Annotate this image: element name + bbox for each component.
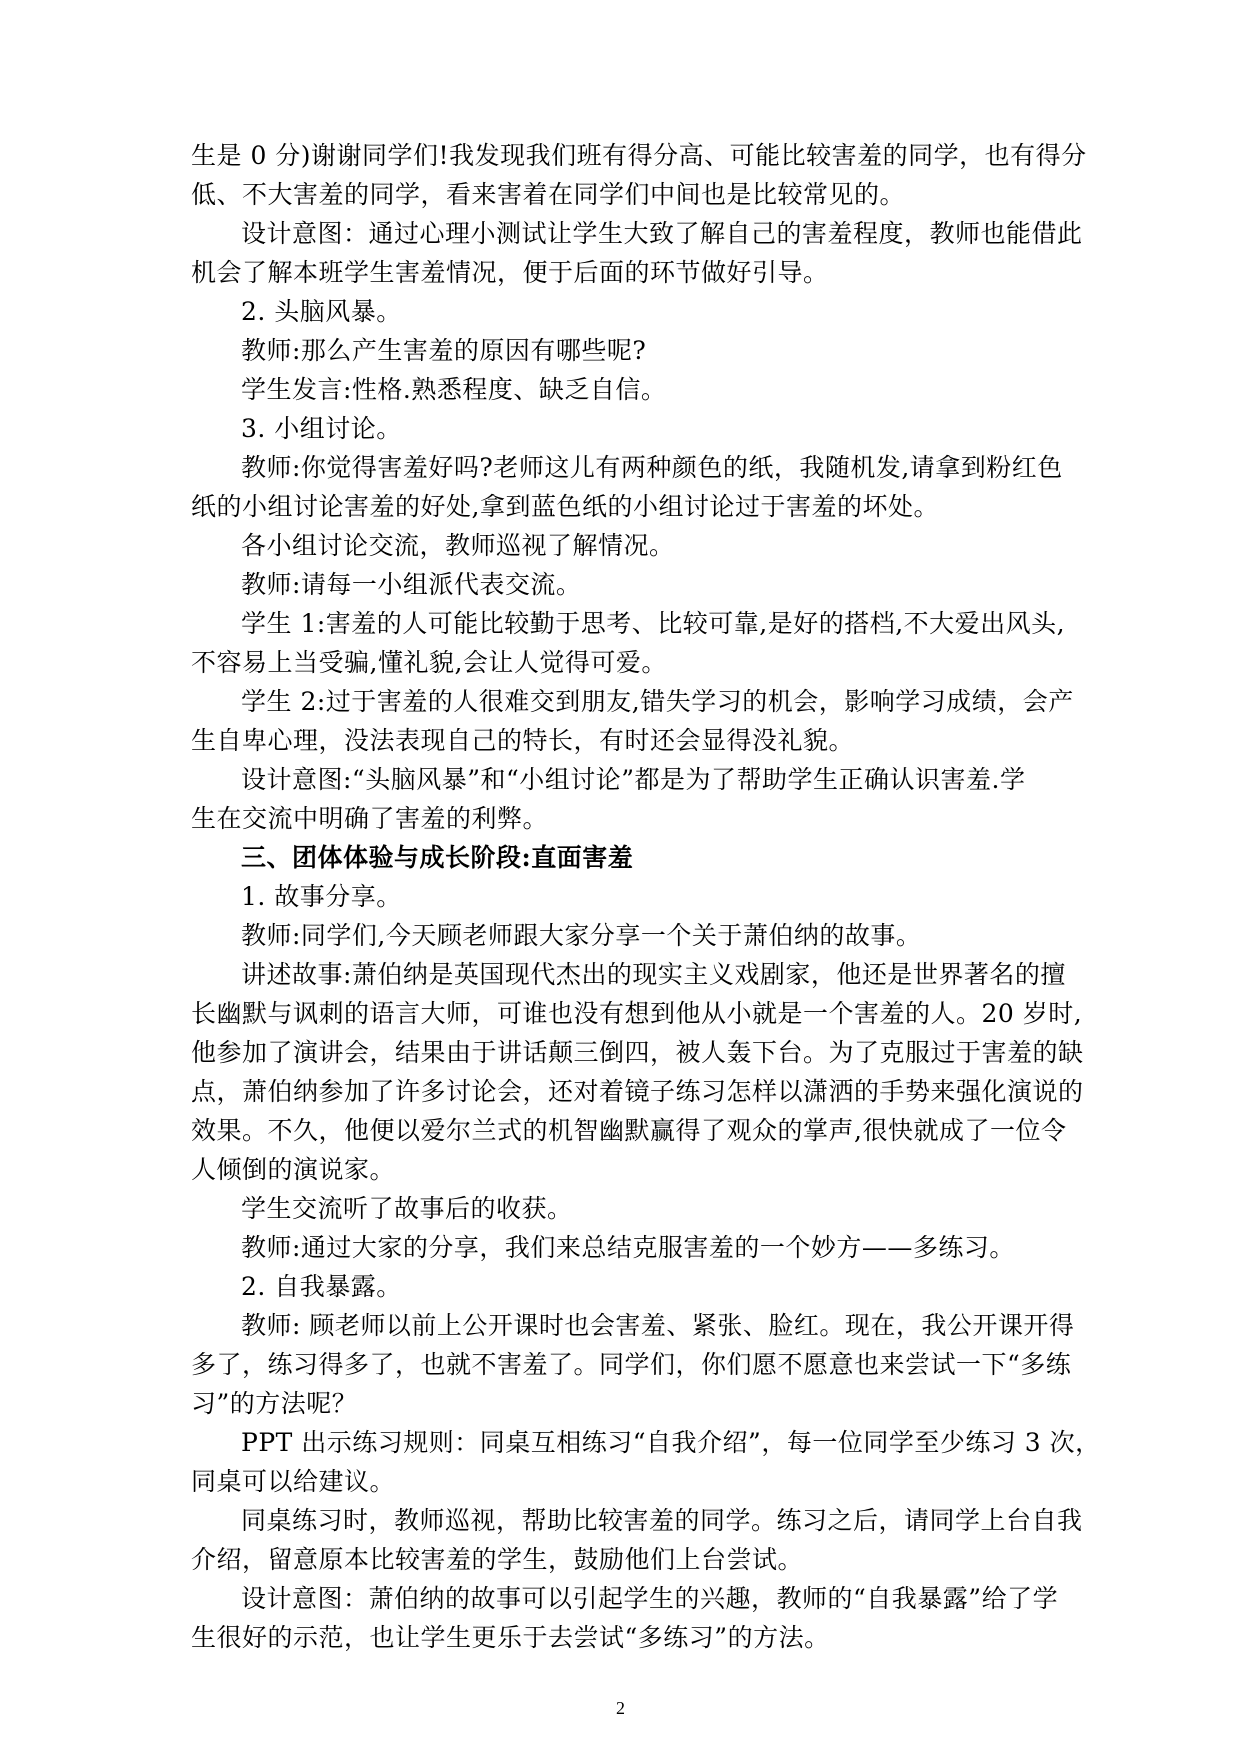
- text-line: 同桌可以给建议。: [191, 1467, 396, 1496]
- text-line: 各小组讨论交流，教师巡视了解情况。: [241, 531, 675, 560]
- text-line: 纸的小组讨论害羞的好处,拿到蓝色纸的小组讨论过于害羞的坏处。: [191, 492, 939, 521]
- text-line: 点，萧伯纳参加了许多讨论会，还对着镜子练习怎样以潇洒的手势来强化演说的: [191, 1077, 1084, 1106]
- text-line: 不容易上当受骗,懂礼貌,会让人觉得可爱。: [191, 648, 667, 677]
- text-line: 教师: 顾老师以前上公开课时也会害羞、紧张、脸红。现在，我公开课开得: [241, 1311, 1075, 1340]
- text-line: 同桌练习时，教师巡视，帮助比较害羞的同学。练习之后，请同学上台自我: [241, 1506, 1083, 1535]
- text-line: 学生 2:过于害羞的人很难交到朋友,错失学习的机会，影响学习成绩，会产: [241, 687, 1074, 716]
- section-subheading: 2. 头脑风暴。: [241, 297, 402, 326]
- text-line: 生自卑心理，没法表现自己的特长，有时还会显得没礼貌。: [191, 726, 855, 755]
- text-line: 学生发言:性格.熟悉程度、缺乏自信。: [241, 375, 667, 404]
- text-line: 学生 1:害羞的人可能比较勤于思考、比较可靠,是好的搭档,不大爱出风头,: [241, 609, 1066, 638]
- text-line: 设计意图：萧伯纳的故事可以引起学生的兴趣，教师的“自我暴露”给了学: [241, 1584, 1059, 1613]
- text-line: 学生交流听了故事后的收获。: [241, 1194, 573, 1223]
- section-subheading: 2. 自我暴露。: [241, 1272, 402, 1301]
- text-line: 低、不大害羞的同学，看来害着在同学们中间也是比较常见的。: [191, 180, 906, 209]
- text-line: 机会了解本班学生害羞情况，便于后面的环节做好引导。: [191, 258, 829, 287]
- section-heading: 三、团体体验与成长阶段:直面害羞: [241, 843, 634, 872]
- text-line: 教师:同学们,今天顾老师跟大家分享一个关于萧伯纳的故事。: [241, 921, 922, 950]
- text-line: 长幽默与讽刺的语言大师，可谁也没有想到他从小就是一个害羞的人。20 岁时,: [191, 999, 1083, 1028]
- text-line: 讲述故事:萧伯纳是英国现代杰出的现实主义戏剧家，他还是世界著名的擅: [241, 960, 1066, 989]
- text-line: 人倾倒的演说家。: [191, 1155, 396, 1184]
- text-line: 习”的方法呢？: [191, 1389, 358, 1418]
- page-number: 2: [616, 1698, 625, 1718]
- text-line: 多了，练习得多了，也就不害羞了。同学们，你们愿不愿意也来尝试一下“多练: [191, 1350, 1072, 1379]
- section-subheading: 1. 故事分享。: [241, 882, 402, 911]
- text-line: 生在交流中明确了害羞的利弊。: [191, 804, 549, 833]
- text-line: 介绍，留意原本比较害羞的学生，鼓励他们上台尝试。: [191, 1545, 804, 1574]
- text-line: 设计意图：通过心理小测试让学生大致了解自己的害羞程度，教师也能借此: [241, 219, 1083, 248]
- text-line: 生是 0 分)谢谢同学们!我发现我们班有得分高、可能比较害羞的同学，也有得分: [191, 141, 1087, 170]
- section-subheading: 3. 小组讨论。: [241, 414, 402, 443]
- text-line: PPT 出示练习规则：同桌互相练习“自我介绍”，每一位同学至少练习 3 次，: [241, 1428, 1101, 1457]
- text-line: 教师:那么产生害羞的原因有哪些呢?: [241, 336, 647, 365]
- text-line: 设计意图:“头脑风暴”和“小组讨论”都是为了帮助学生正确认识害羞.学: [241, 765, 1026, 794]
- text-line: 他参加了演讲会，结果由于讲话颠三倒四，被人轰下台。为了克服过于害羞的缺: [191, 1038, 1084, 1067]
- text-line: 生很好的示范，也让学生更乐于去尝试“多练习”的方法。: [191, 1623, 830, 1652]
- text-line: 教师:你觉得害羞好吗?老师这儿有两种颜色的纸，我随机发,请拿到粉红色: [241, 453, 1063, 482]
- text-line: 教师:通过大家的分享，我们来总结克服害羞的一个妙方——多练习。: [241, 1233, 1015, 1262]
- text-line: 教师:请每一小组派代表交流。: [241, 570, 582, 599]
- text-line: 效果。不久，他便以爱尔兰式的机智幽默赢得了观众的掌声,很快就成了一位令: [191, 1116, 1067, 1145]
